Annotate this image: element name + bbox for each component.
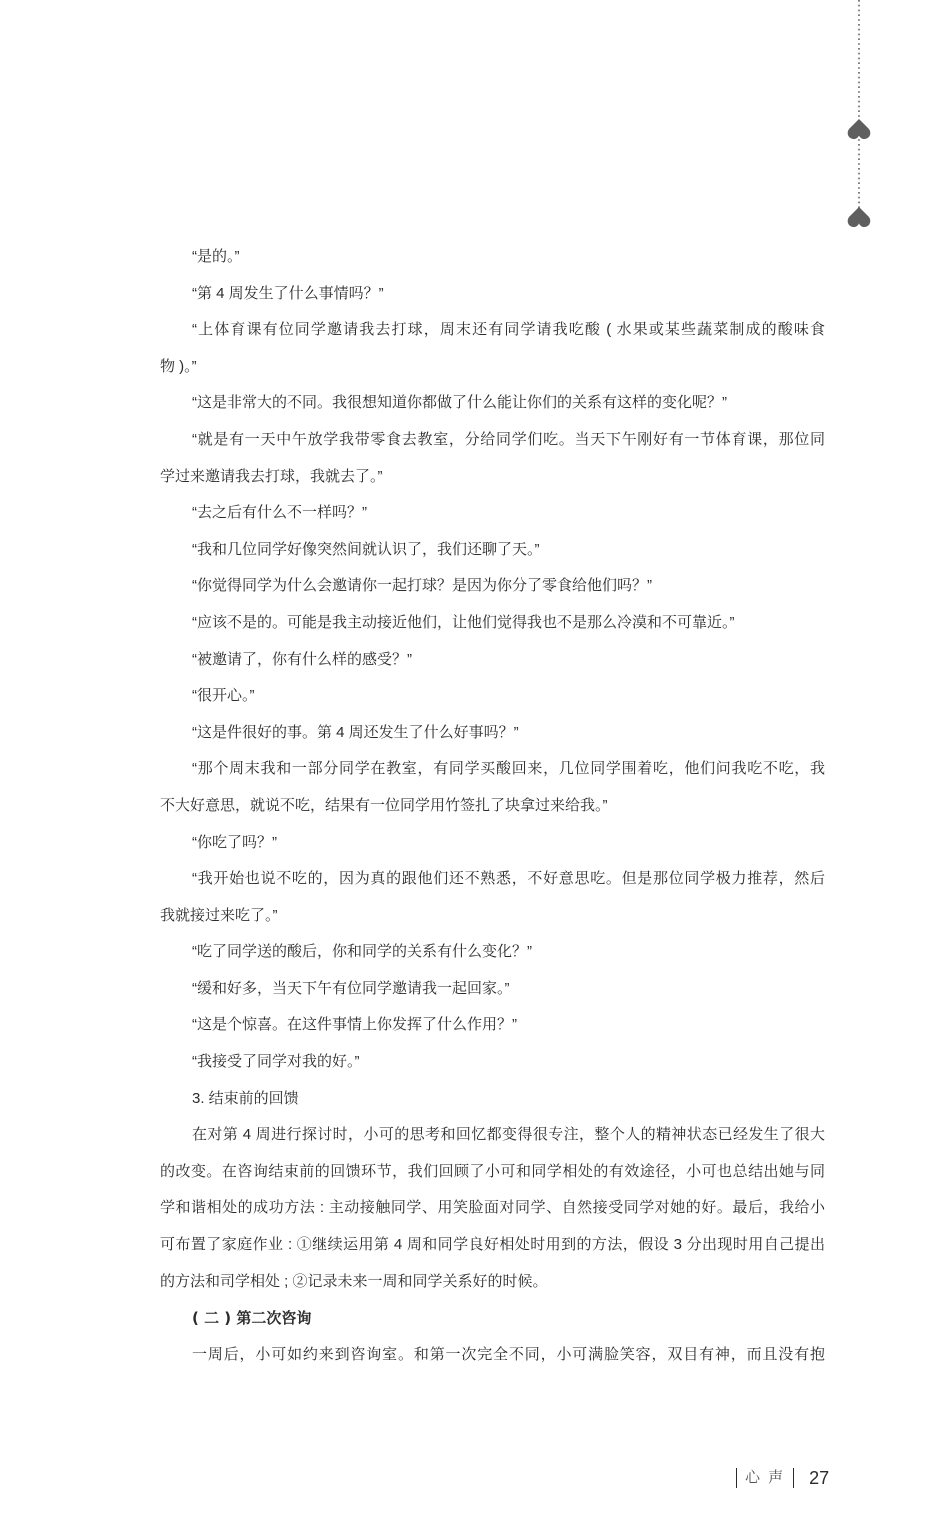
text-line: “去之后有什么不一样吗？” [192,504,367,522]
dialogue-paragraph [160,678,825,715]
subsection-heading: ( 二 ) 第二次咨询 [192,1309,312,1328]
text-line: “第 4 周发生了什么事情吗？” [192,284,384,302]
text-line: 在对第 4 周进行探讨时，小可的思考和回忆都变得很专注，整个人的精神状态已经发生了很大 [192,1126,825,1144]
body-text [160,239,825,1373]
dialogue-paragraph [160,1007,825,1044]
text-line: “我和几位同学好像突然间就认识了，我们还聊了天。” [192,540,540,558]
text-line: 的方法和司学相处 ; ②记录未来一周和同学关系好的时候。 [160,1272,548,1290]
dialogue-paragraph [160,751,825,824]
text-line: “很开心。” [192,687,255,705]
text-line: “你吃了吗？” [192,833,277,851]
dialogue-paragraph [160,934,825,971]
dialogue-paragraph [160,825,825,862]
text-line: “那个周末我和一部分同学在教室，有同学买酸回来，几位同学围着吃，他们问我吃不吃，我 [192,760,825,778]
body-paragraph [160,1337,825,1374]
body-paragraph [160,1117,825,1300]
heart-icon [848,207,871,227]
text-line: 不大好意思，就说不吃，结果有一位同学用竹签扎了块拿过来给我。” [160,796,608,814]
dialogue-paragraph [160,971,825,1008]
text-line: 一周后，小可如约来到咨询室。和第一次完全不同，小可满脸笑容，双目有神，而且没有抱 [192,1345,825,1363]
text-line: “我接受了同学对我的好。” [192,1053,360,1071]
dialogue-paragraph [160,715,825,752]
text-line: “就是有一天中午放学我带零食去教室，分给同学们吃。当天下午刚好有一节体育课，那位同 [192,430,825,448]
text-line: 物 )。” [160,357,197,375]
heart-icon [848,119,871,139]
text-line: “是的。” [192,248,240,265]
text-line: “这是件很好的事。第 4 周还发生了什么好事吗？” [192,723,519,741]
dialogue-paragraph [160,239,825,276]
section-heading: 3. 结束前的回馈 [192,1089,299,1107]
dialogue-paragraph [160,385,825,422]
text-line: 学和谐相处的成功方法 : 主动接触同学、用笑脸面对同学、自然接受同学对她的好。最后，我给小 [160,1199,825,1217]
dialogue-paragraph [160,422,825,495]
text-line: “这是个惊喜。在这件事情上你发挥了什么作用？” [192,1016,517,1034]
page-number: 27 [809,1468,830,1488]
text-line: 可布置了家庭作业 : ①继续运用第 4 周和同学良好相处时用到的方法，假设 3 分出现时用自己提出 [160,1236,825,1254]
dialogue-paragraph [160,276,825,313]
dialogue-paragraph [160,568,825,605]
text-line: 的改变。在咨询结束前的回馈环节，我们回顾了小可和同学相处的有效途径，小可也总结出她与同 [160,1162,825,1180]
text-line: “缓和好多，当天下午有位同学邀请我一起回家。” [192,979,510,997]
text-line: “吃了同学送的酸后，你和同学的关系有什么变化？” [192,943,532,961]
dialogue-paragraph [160,605,825,642]
text-line: “我开始也说不吃的，因为真的跟他们还不熟悉，不好意思吃。但是那位同学极力推荐，然后 [192,870,825,888]
text-line: 学过来邀请我去打球，我就去了。” [160,467,383,485]
page-footer [736,1466,829,1490]
column-title: 心 声 [736,1468,794,1488]
text-line: 我就接过来吃了。” [160,906,278,924]
dialogue-paragraph [160,532,825,569]
dialogue-paragraph [160,642,825,679]
text-line: “应该不是的。可能是我主动接近他们，让他们觉得我也不是那么冷漠和不可靠近。” [192,613,735,631]
dialogue-paragraph [160,495,825,532]
text-line: “上体育课有位同学邀请我去打球，周末还有同学请我吃酸 ( 水果或某些蔬菜制成的酸味食 [192,321,825,339]
dotted-hearts-decoration [846,0,872,240]
text-line: “这是非常大的不同。我很想知道你都做了什么能让你们的关系有这样的变化呢？” [192,394,727,412]
dialogue-paragraph [160,312,825,385]
dialogue-paragraph [160,1044,825,1081]
text-line: “被邀请了，你有什么样的感受？” [192,650,412,668]
dialogue-paragraph [160,861,825,934]
text-line: “你觉得同学为什么会邀请你一起打球？是因为你分了零食给他们吗？” [192,577,652,595]
